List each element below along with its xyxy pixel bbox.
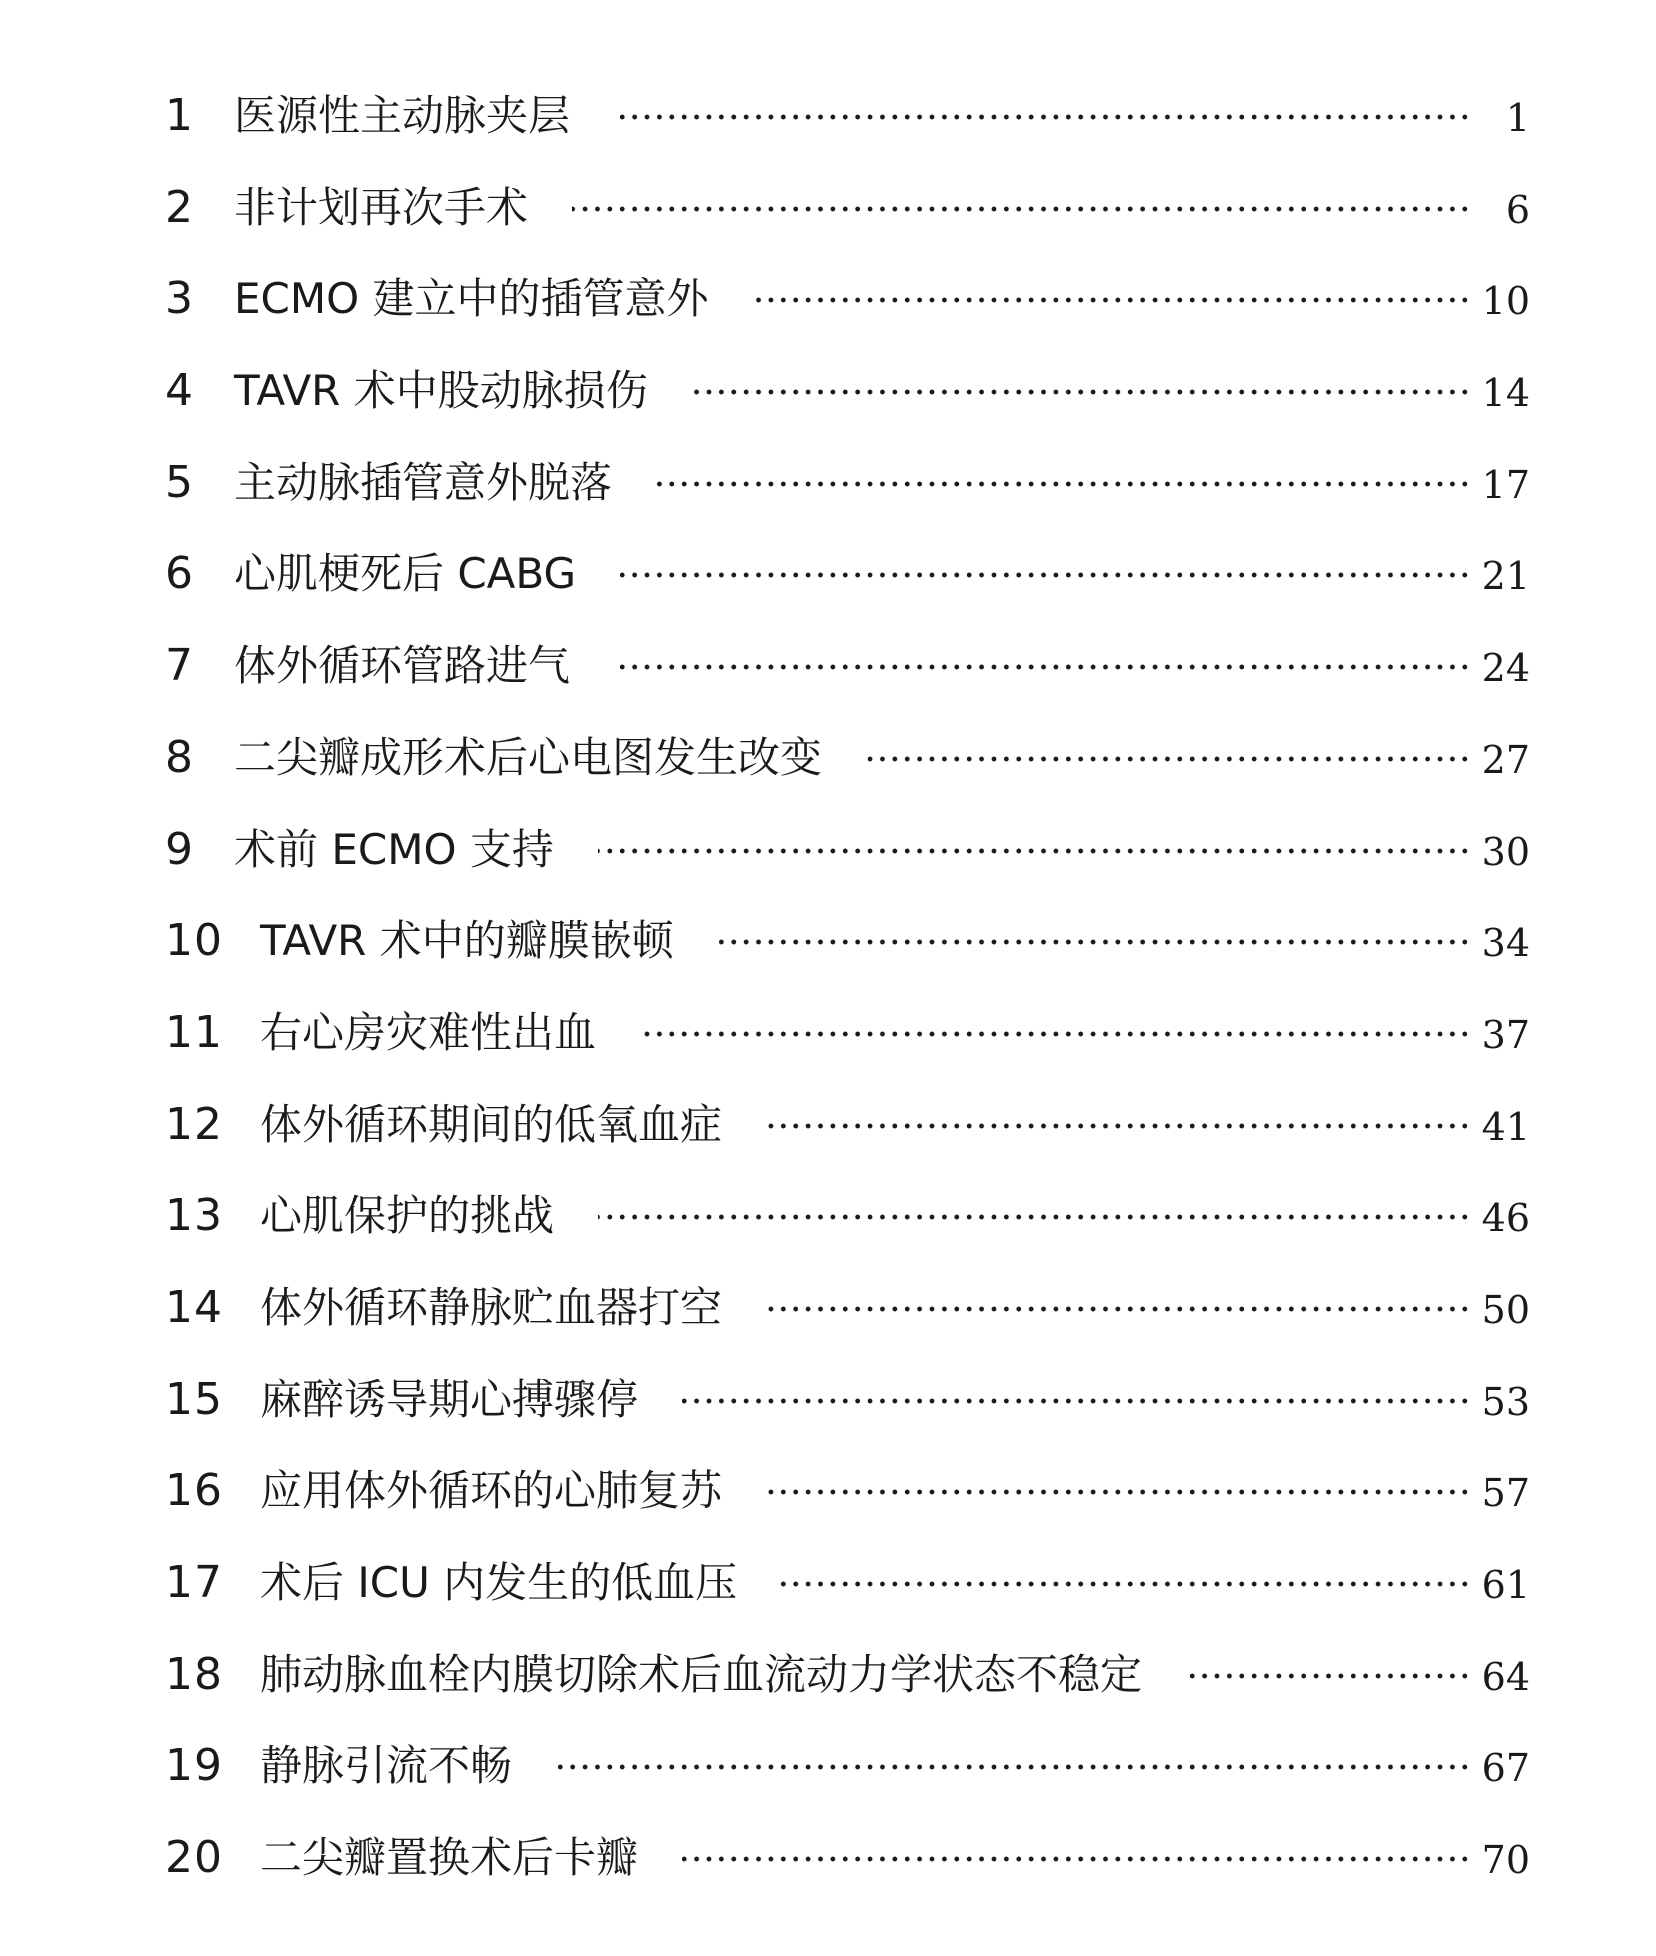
toc-entry-number: 4	[165, 365, 194, 417]
toc-entry[interactable]	[0, 1278, 1656, 1370]
toc-entry-title: 麻醉诱导期心搏骤停	[260, 1374, 639, 1424]
toc-entry[interactable]	[0, 1461, 1656, 1553]
toc-entry-page: 37	[1481, 1012, 1530, 1057]
dot-leader	[614, 663, 1471, 671]
toc-entry[interactable]	[0, 1186, 1656, 1278]
dot-leader	[614, 113, 1471, 121]
dot-leader	[556, 1763, 1471, 1771]
toc-entry[interactable]	[0, 1828, 1656, 1920]
toc-entry-page: 61	[1481, 1563, 1530, 1607]
toc-entry-title: TAVR 术中股动脉损伤	[234, 366, 648, 416]
toc-entry[interactable]	[0, 453, 1656, 545]
toc-entry-title: ECMO 建立中的插管意外	[234, 274, 709, 324]
dot-leader	[620, 571, 1471, 579]
toc-entry-title: 体外循环期间的低氧血症	[260, 1099, 723, 1149]
toc-entry-number: 11	[165, 1006, 223, 1058]
dot-leader	[1186, 1672, 1471, 1680]
toc-entry-title: 静脉引流不畅	[260, 1741, 513, 1791]
dot-leader	[781, 1580, 1471, 1588]
dot-leader	[718, 938, 1471, 946]
dot-leader	[766, 1488, 1471, 1496]
dot-leader	[598, 847, 1471, 855]
toc-entry-page: 70	[1481, 1838, 1530, 1883]
toc-entry[interactable]	[0, 1370, 1656, 1462]
toc-entry-page: 24	[1481, 646, 1530, 691]
dot-leader	[682, 1855, 1471, 1863]
toc-entry-title: 心肌梗死后 CABG	[234, 549, 577, 599]
toc-entry-number: 18	[165, 1648, 223, 1700]
toc-entry-number: 15	[165, 1373, 223, 1425]
dot-leader	[766, 1122, 1471, 1130]
toc-entry-number: 3	[165, 273, 194, 325]
toc-entry[interactable]	[0, 911, 1656, 1003]
toc-entry-title: 体外循环管路进气	[234, 641, 571, 691]
toc-entry-title: 术前 ECMO 支持	[234, 824, 554, 874]
dot-leader	[656, 480, 1471, 488]
toc-entry[interactable]	[0, 178, 1656, 270]
toc-entry[interactable]	[0, 1736, 1656, 1828]
toc-entry[interactable]	[0, 728, 1656, 820]
toc-entry-title: 医源性主动脉夹层	[234, 91, 571, 140]
toc-entry-title: 体外循环静脉贮血器打空	[260, 1282, 723, 1332]
toc-entry-number: 17	[165, 1557, 223, 1608]
toc-entry-page: 50	[1481, 1287, 1530, 1332]
dot-leader	[572, 205, 1471, 213]
toc-entry[interactable]	[0, 1095, 1656, 1187]
toc-entry-page: 30	[1481, 829, 1530, 874]
toc-entry-page: 57	[1481, 1471, 1530, 1516]
toc-entry-number: 13	[165, 1190, 223, 1242]
dot-leader	[753, 296, 1471, 304]
dot-leader	[682, 1397, 1471, 1405]
table-of-contents	[0, 86, 1656, 1920]
toc-entry[interactable]	[0, 544, 1656, 636]
toc-entry-page: 1	[1505, 96, 1530, 140]
toc-entry-page: 64	[1481, 1654, 1530, 1699]
toc-entry[interactable]	[0, 820, 1656, 912]
toc-entry-title: 心肌保护的挑战	[260, 1191, 555, 1241]
toc-entry[interactable]	[0, 1553, 1656, 1645]
dot-leader	[692, 388, 1471, 396]
toc-entry-number: 7	[165, 640, 194, 692]
toc-entry[interactable]	[0, 636, 1656, 728]
toc-entry-title: 非计划再次手术	[234, 182, 529, 232]
toc-entry-title: 应用体外循环的心肺复苏	[260, 1466, 723, 1516]
toc-entry-title: 二尖瓣成形术后心电图发生改变	[234, 732, 823, 782]
toc-entry-number: 6	[165, 548, 194, 600]
toc-entry-number: 5	[165, 456, 194, 508]
toc-entry-number: 12	[165, 1098, 223, 1150]
toc-entry[interactable]	[0, 269, 1656, 361]
toc-entry-page: 6	[1505, 187, 1530, 232]
toc-entry-page: 14	[1481, 371, 1530, 416]
dot-leader	[640, 1030, 1471, 1038]
toc-entry-number: 16	[165, 1465, 223, 1517]
toc-entry-title: 主动脉插管意外脱落	[234, 457, 613, 507]
toc-entry-page: 10	[1481, 279, 1530, 324]
toc-entry-number: 20	[165, 1832, 223, 1884]
toc-entry-page: 41	[1481, 1104, 1530, 1149]
toc-entry-number: 8	[165, 731, 194, 783]
toc-entry-number: 2	[165, 181, 194, 233]
toc-entry[interactable]	[0, 361, 1656, 453]
toc-entry-page: 46	[1481, 1196, 1530, 1241]
toc-entry-title: 右心房灾难性出血	[260, 1007, 597, 1057]
toc-entry-title: 二尖瓣置换术后卡瓣	[260, 1833, 639, 1883]
toc-entry-number: 10	[165, 915, 223, 967]
dot-leader	[766, 1305, 1471, 1313]
toc-entry-page: 34	[1481, 921, 1530, 966]
toc-entry-page: 67	[1481, 1746, 1530, 1791]
toc-entry-title: TAVR 术中的瓣膜嵌顿	[260, 916, 674, 966]
toc-entry-page: 17	[1481, 462, 1530, 507]
toc-entry-page: 53	[1481, 1379, 1530, 1424]
dot-leader	[598, 1213, 1471, 1221]
toc-entry[interactable]	[0, 1645, 1656, 1737]
toc-entry-number: 14	[165, 1281, 223, 1333]
toc-entry[interactable]	[0, 86, 1656, 178]
toc-entry-number: 19	[165, 1740, 223, 1792]
toc-entry-title: 肺动脉血栓内膜切除术后血流动力学状态不稳定	[260, 1649, 1143, 1699]
toc-entry-number: 9	[165, 823, 194, 875]
toc-entry-number: 1	[165, 90, 194, 141]
toc-entry[interactable]	[0, 1003, 1656, 1095]
toc-entry-page: 21	[1481, 554, 1530, 599]
dot-leader	[866, 755, 1471, 763]
toc-entry-title: 术后 ICU 内发生的低血压	[260, 1558, 738, 1607]
toc-entry-page: 27	[1481, 737, 1530, 782]
